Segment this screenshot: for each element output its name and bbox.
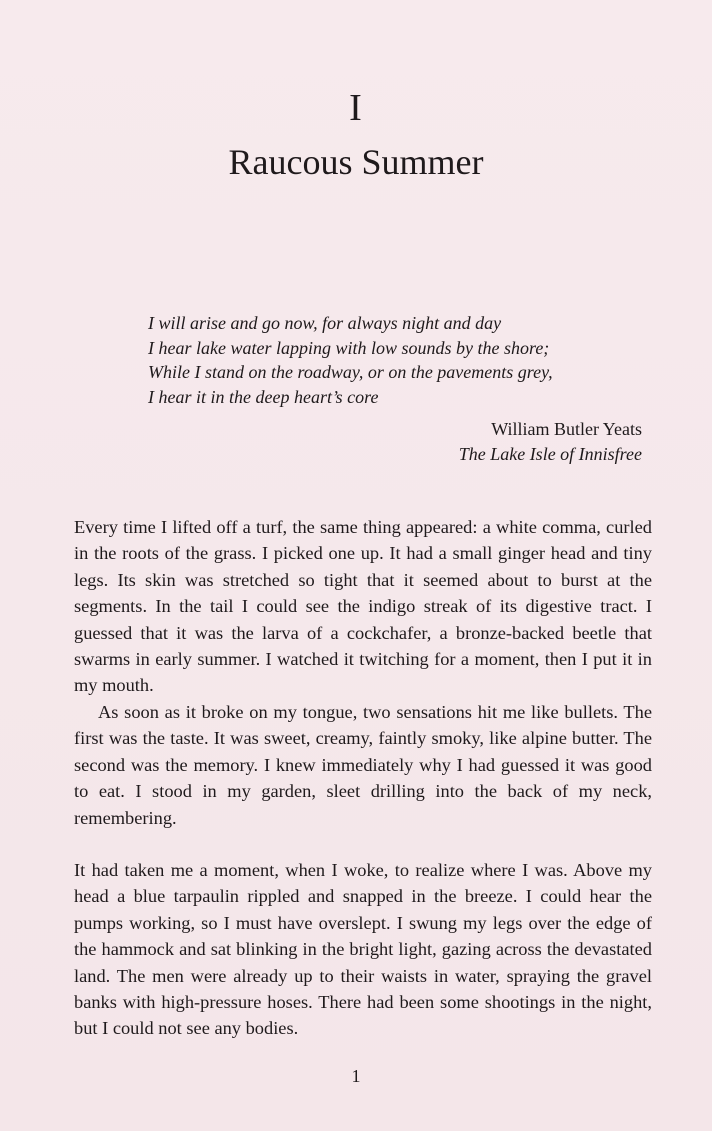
body-paragraph-1 — [74, 514, 652, 699]
page-number: 1 — [351, 1066, 361, 1086]
paragraph-text: As soon as it broke on my tongue, two sensations hit me like bullets. The first was the taste. It was sweet, creamy, faintly smoky, like alpine butter. The second was the memory. I knew immediately why I had guessed it was good to eat. I stood in my garden, sleet drilling into the back of my neck, remembering. — [74, 702, 652, 828]
epigraph-line: I hear it in the deep heart’s core — [148, 386, 379, 407]
body-paragraph-2 — [74, 699, 652, 831]
chapter-title: Raucous Summer — [228, 142, 484, 182]
epigraph-author: William Butler Yeats — [491, 419, 642, 439]
epigraph — [148, 311, 628, 409]
epigraph-line: While I stand on the roadway, or on the pavements grey, — [148, 362, 553, 382]
epigraph-line: I will arise and go now, for always night and day — [148, 313, 502, 333]
body-paragraph-3 — [74, 857, 652, 1042]
paragraph-text: It had taken me a moment, when I woke, to realize where I was. Above my head a blue tarpaulin rippled and snapped in the breeze. I could hear the pumps working, so I must have overslept. I swung my legs over the edge of the hammock and sat blinking in the bright light, gazing across the devastated land. The men were already up to their waists in water, spraying the gravel banks with high-pressure hoses. There had been some shootings in the night, but I could not see any bodies. — [74, 860, 652, 1039]
epigraph-attribution — [459, 417, 642, 466]
epigraph-line: I hear lake water lapping with low sounds by the shore; — [148, 337, 550, 358]
chapter-number: I — [349, 87, 363, 129]
paragraph-text: Every time I lifted off a turf, the same thing appeared: a white comma, curled in the roots of the grass. I picked one up. It had a small ginger head and tiny legs. Its skin was stretched so tight that it seemed about to burst at the segments. In the tail I could see the indigo streak of its digestive tract. I guessed that it was the larva of a cockchafer, a bronze-backed beetle that swarms in early summer. I watched it twitching for a moment, then I put it in my mouth. — [74, 517, 652, 696]
epigraph-work-title: The Lake Isle of Innisfree — [458, 443, 642, 464]
